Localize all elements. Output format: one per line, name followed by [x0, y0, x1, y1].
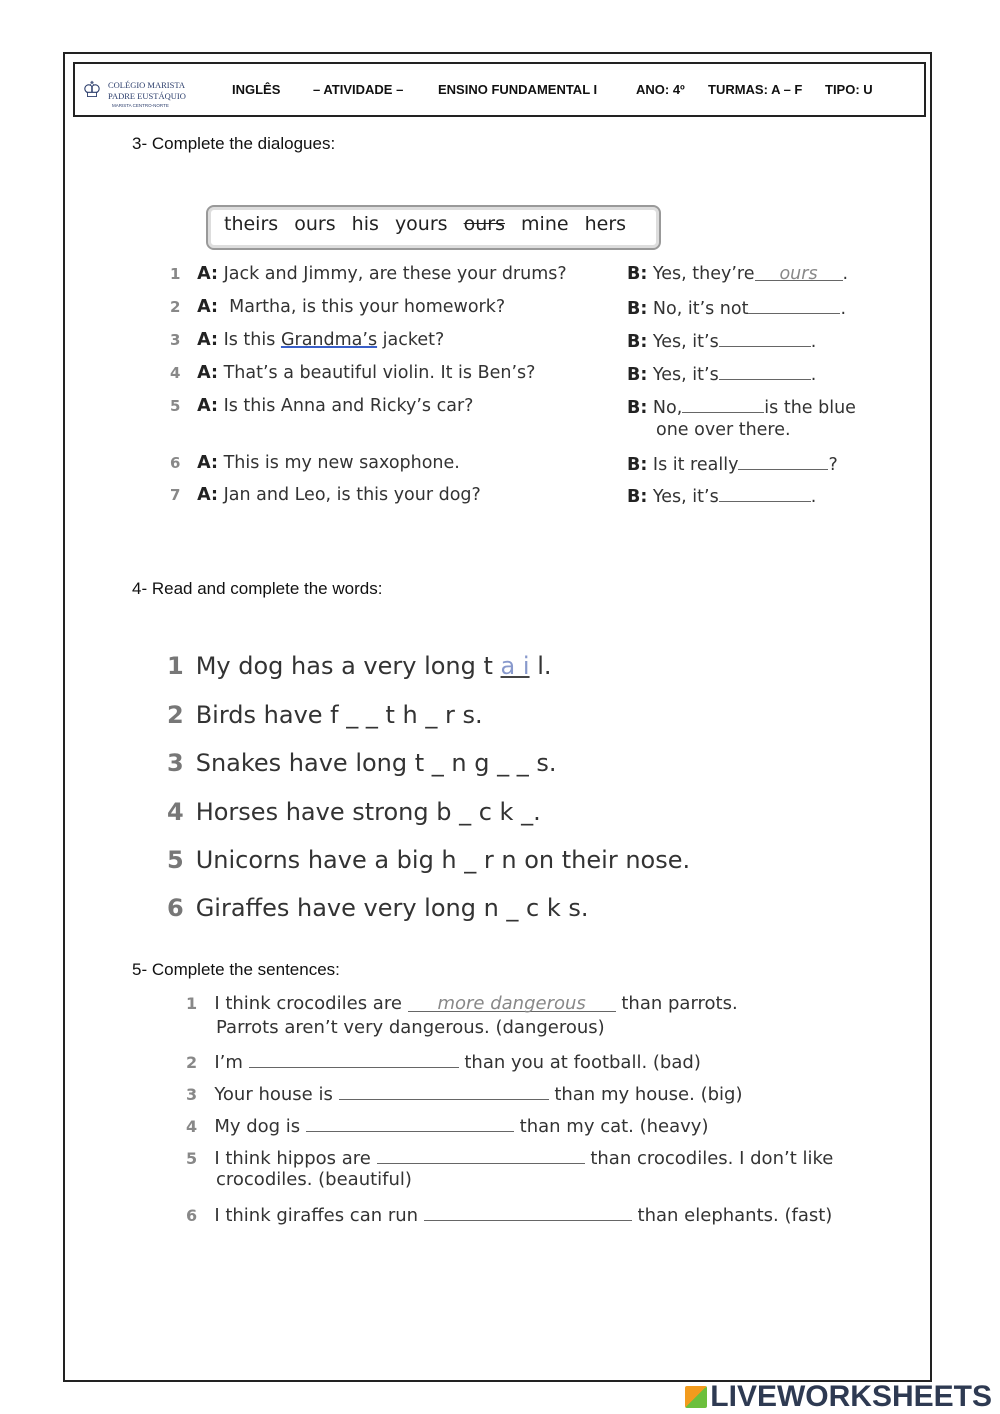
word-item-5[interactable]: 5 Unicorns have a big h _ r n on their nose. — [167, 846, 691, 874]
dialogue-a-7: 7 A: Jan and Leo, is this your dog? — [170, 485, 481, 505]
dialogue-b-3: B: Yes, it’s . — [627, 332, 817, 352]
answer-blank-7[interactable] — [719, 485, 811, 502]
sentence-2: 2 I’m than you at football. (bad) — [186, 1049, 701, 1073]
dialogue-a-5: 5 A: Is this Anna and Ricky’s car? — [170, 396, 474, 416]
sentence-blank-3[interactable] — [339, 1081, 549, 1100]
header-subject: INGLÊS — [232, 82, 281, 97]
section3-title: 3- Complete the dialogues: — [132, 134, 336, 153]
liveworksheets-logo[interactable]: LIVEWORKSHEETS — [685, 1380, 992, 1414]
header-level: ENSINO FUNDAMENTAL I — [438, 82, 598, 97]
logo-line1: COLÉGIO MARISTA — [108, 80, 185, 90]
dialogue-a-4: 4 A: That’s a beautiful violin. It is Ben’s? — [170, 363, 536, 383]
dialogue-b-6: B: Is it really ? — [627, 455, 838, 475]
word-item-6[interactable]: 6 Giraffes have very long n _ c k s. — [167, 894, 589, 922]
word-bank-item-used: ours — [463, 213, 505, 235]
dialogue-b-7: B: Yes, it’s . — [627, 487, 817, 507]
sentence-6: 6 I think giraffes can run than elephants. (fast) — [186, 1202, 832, 1226]
word-bank-item: yours — [394, 213, 448, 235]
word-item-3[interactable]: 3 Snakes have long t _ n g _ _ s. — [167, 749, 557, 777]
word-bank-item: mine — [521, 213, 569, 235]
header-year: ANO: 4º — [636, 82, 685, 97]
word-item-4[interactable]: 4 Horses have strong b _ c k _. — [167, 798, 541, 826]
logo-line3: MARISTA CENTRO-NORTE — [112, 103, 169, 108]
sentence-4: 4 My dog is than my cat. (heavy) — [186, 1113, 708, 1137]
word-bank-item: hers — [584, 213, 627, 235]
dialogue-a-2: 2 A: Martha, is this your homework? — [170, 297, 506, 317]
dialogue-a-3: 3 A: Is this Grandma’s jacket? — [170, 330, 445, 350]
answer-blank-5[interactable] — [682, 396, 764, 413]
sentence-1-line2: Parrots aren’t very dangerous. (dangerous) — [216, 1017, 605, 1038]
dialogue-b-5-line2: one over there. — [656, 420, 791, 440]
dialogue-b-2: B: No, it’s not . — [627, 299, 847, 319]
word-bank — [224, 213, 636, 235]
sentence-5-line2: crocodiles. (beautiful) — [216, 1169, 412, 1190]
sentence-5: 5 I think hippos are than crocodiles. I don’t like — [186, 1145, 833, 1169]
word-bank-item: his — [351, 213, 379, 235]
word-fill-1[interactable]: a i — [500, 652, 530, 680]
answer-blank-3[interactable] — [719, 330, 811, 347]
sentence-blank-6[interactable] — [424, 1202, 632, 1221]
sentence-blank-1[interactable]: more dangerous — [408, 993, 616, 1012]
section5-title: 5- Complete the sentences: — [132, 960, 340, 979]
word-bank-item: theirs — [224, 213, 279, 235]
sentence-blank-2[interactable] — [249, 1049, 459, 1068]
word-bank-item: ours — [294, 213, 336, 235]
school-logo — [80, 72, 190, 112]
answer-blank-1[interactable]: ours — [755, 264, 843, 281]
dialogue-a-6: 6 A: This is my new saxophone. — [170, 453, 460, 473]
header-activity: – ATIVIDADE – — [313, 82, 404, 97]
answer-blank-2[interactable] — [748, 297, 840, 314]
header-type: TIPO: U — [825, 82, 873, 97]
dialogue-b-5: B: No, is the blue — [627, 398, 856, 418]
marista-logo-icon: ♔ — [82, 78, 102, 103]
word-item-1: 1 My dog has a very long t a i l. — [167, 652, 552, 680]
section4-title: 4- Read and complete the words: — [132, 579, 383, 598]
sentence-blank-5[interactable] — [377, 1145, 585, 1164]
answer-blank-6[interactable] — [738, 453, 828, 470]
answer-blank-4[interactable] — [719, 363, 811, 380]
word-item-2[interactable]: 2 Birds have f _ _ t h _ r s. — [167, 701, 483, 729]
header-classes: TURMAS: A – F — [708, 82, 803, 97]
sentence-1: 1 I think crocodiles are more dangerous than parrots. — [186, 993, 738, 1014]
sentence-blank-4[interactable] — [306, 1113, 514, 1132]
dialogue-b-4: B: Yes, it’s . — [627, 365, 817, 385]
dialogue-a-1: 1 A: Jack and Jimmy, are these your drums? — [170, 264, 567, 284]
logo-line2: PADRE EUSTÁQUIO — [108, 91, 186, 101]
sentence-3: 3 Your house is than my house. (big) — [186, 1081, 742, 1105]
liveworksheets-badge-icon — [685, 1386, 707, 1408]
dialogue-b-1: B: Yes, they’re ours . — [627, 264, 849, 284]
